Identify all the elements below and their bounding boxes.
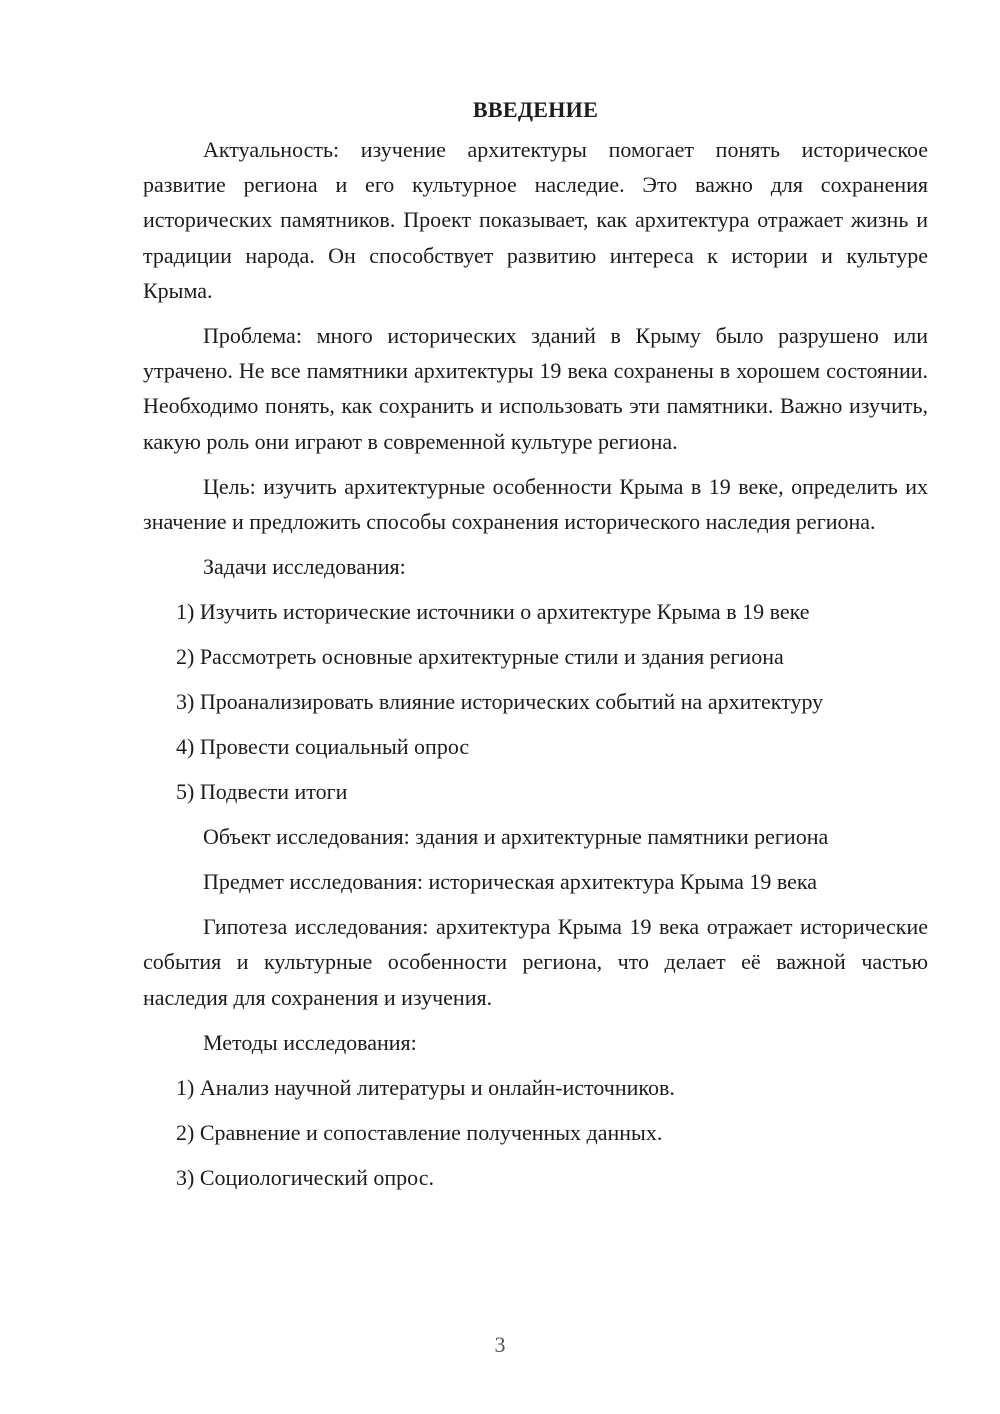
- research-object: Объект исследования: здания и архитектурные памятники региона: [203, 824, 829, 850]
- page-title: ВВЕДЕНИЕ: [472, 97, 599, 122]
- research-subject: Предмет исследования: историческая архитектура Крыма 19 века: [203, 869, 818, 895]
- problem-paragraph: Проблема: много исторических зданий в Крыму было разрушено или утрачено. Не все памятники архитектуры 19 века сохранены в хорошем состоянии. Необходимо понять, как сохранить и использовать эти памятники. Важно изучить, какую роль они играют в современной культуре региона.: [143, 323, 928, 454]
- method-item: 3) Социологический опрос.: [176, 1164, 434, 1190]
- tasks-heading: Задачи исследования:: [203, 554, 406, 580]
- task-item: 2) Рассмотреть основные архитектурные стили и здания региона: [176, 644, 784, 670]
- methods-heading: Методы исследования:: [203, 1029, 417, 1055]
- goal-paragraph: Цель: изучить архитектурные особенности Крыма в 19 веке, определить их значение и предложить способы сохранения исторического наследия региона.: [143, 473, 928, 535]
- task-item: 1) Изучить исторические источники о архитектуре Крыма в 19 веке: [176, 599, 810, 625]
- task-item: 4) Провести социальный опрос: [176, 734, 470, 760]
- method-item: 1) Анализ научной литературы и онлайн-источников.: [176, 1074, 675, 1100]
- document-page: [143, 90, 928, 1205]
- method-item: 2) Сравнение и сопоставление полученных данных.: [176, 1119, 663, 1145]
- task-item: 5) Подвести итоги: [176, 779, 348, 805]
- page-number: 3: [494, 1332, 506, 1357]
- task-item: 3) Проанализировать влияние исторических событий на архитектуру: [176, 689, 824, 715]
- relevance-paragraph: Актуальность: изучение архитектуры помогает понять историческое развитие региона и его культурное наследие. Это важно для сохранения исторических памятников. Проект показывает, как архитектура отражает жизнь и традиции народа. Он способствует развитию интереса к истории и культуре Крыма.: [143, 137, 928, 303]
- hypothesis-paragraph: Гипотеза исследования: архитектура Крыма 19 века отражает исторические события и культурные особенности региона, что делает её важной частью наследия для сохранения и изучения.: [143, 914, 928, 1010]
